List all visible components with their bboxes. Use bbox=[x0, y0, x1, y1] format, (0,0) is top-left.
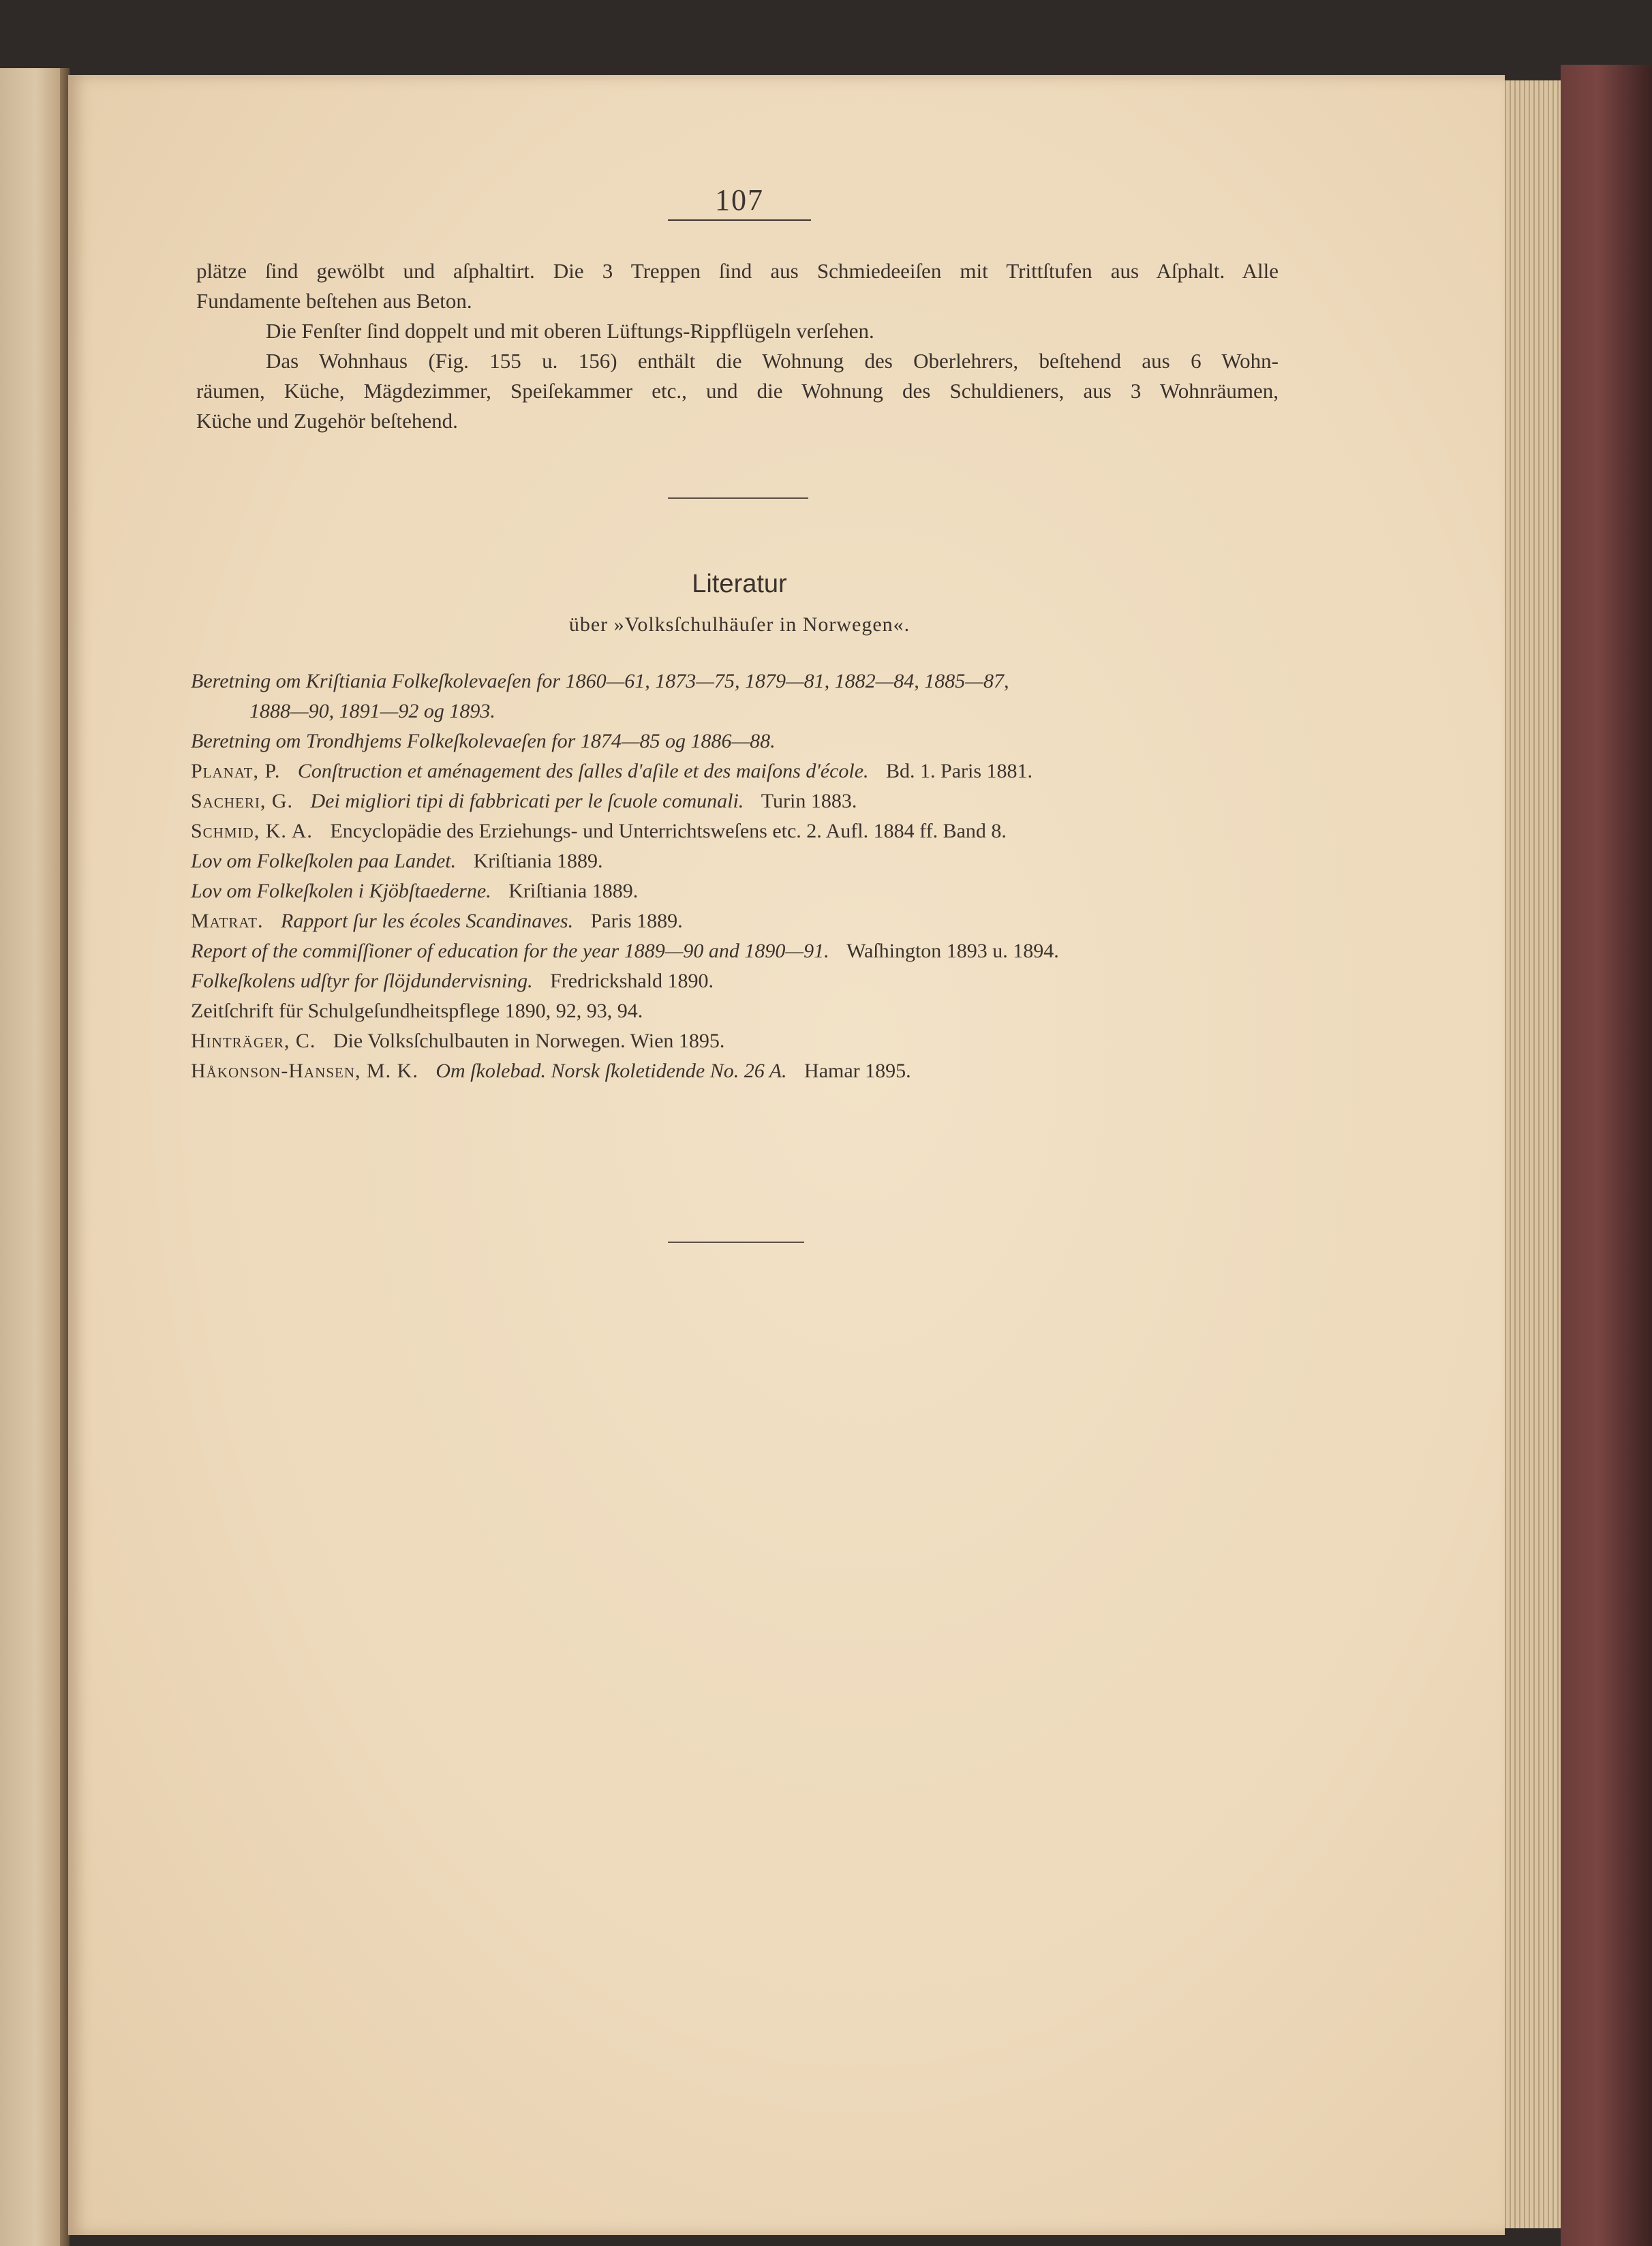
page-number-rule bbox=[668, 219, 811, 221]
literature-entry bbox=[191, 726, 1295, 756]
entry-title: Conſtruction et aménagement des ſalles d'aſile et des maiſons d'école. bbox=[297, 760, 869, 782]
entry-title: Beretning om Trondhjems Folkeſkolevaeſen for 1874—85 og 1886—88. bbox=[191, 730, 776, 752]
literature-entry bbox=[191, 666, 1295, 696]
literature-entry bbox=[191, 1056, 1295, 1086]
section-divider bbox=[668, 497, 808, 499]
entry-author: Schmid, K. A. bbox=[191, 820, 313, 842]
entry-title: Folkeſkolens udſtyr for ſlöjdundervisning. bbox=[191, 970, 533, 992]
entry-publication: Fredrickshald 1890. bbox=[550, 970, 714, 992]
entry-publication: Encyclopädie des Erziehungs- und Unterrichtsweſens etc. 2. Aufl. 1884 ff. Band 8. bbox=[330, 820, 1007, 842]
literature-entry bbox=[191, 756, 1295, 786]
body-line-5: räumen, Küche, Mägdezimmer, Speiſekammer etc., und die Wohnung des Schuldieners, aus 3 Wohnräumen, bbox=[196, 379, 1279, 403]
literature-subheading: über »Volksſchulhäuſer in Norwegen«. bbox=[568, 613, 911, 636]
literature-entry bbox=[191, 876, 1295, 906]
entry-publication: Zeitſchrift für Schulgeſundheitspflege 1890, 92, 93, 94. bbox=[191, 1000, 643, 1022]
literature-heading: Literatur bbox=[692, 570, 787, 598]
literature-entry bbox=[191, 786, 1295, 816]
entry-title: Lov om Folkeſkolen paa Landet. bbox=[191, 850, 457, 872]
entry-author: Planat, P. bbox=[191, 760, 281, 782]
entry-title: Rapport ſur les écoles Scandinaves. bbox=[281, 910, 574, 932]
left-page-edge bbox=[0, 68, 65, 2246]
entry-publication: Paris 1889. bbox=[590, 910, 683, 932]
entry-title: 1888—90, 1891—92 og 1893. bbox=[249, 700, 495, 722]
literature-list bbox=[191, 666, 1295, 1086]
entry-title: Lov om Folkeſkolen i Kjöbſtaederne. bbox=[191, 880, 491, 902]
entry-publication: Bd. 1. Paris 1881. bbox=[886, 760, 1033, 782]
entry-author: Håkonson-Hansen, M. K. bbox=[191, 1060, 418, 1082]
body-line-2: Fundamente beſtehen aus Beton. bbox=[196, 289, 472, 313]
page-stack-edges bbox=[1497, 80, 1561, 2228]
literature-entry bbox=[191, 846, 1295, 876]
entry-publication: Hamar 1895. bbox=[804, 1060, 911, 1082]
entry-author: Matrat. bbox=[191, 910, 264, 932]
entry-title: Om ſkolebad. Norsk ſkoletidende No. 26 A. bbox=[435, 1060, 787, 1082]
entry-title: Beretning om Kriſtiania Folkeſkolevaeſen for 1860—61, 1873—75, 1879—81, 1882—84, 1885—87, bbox=[191, 670, 1009, 692]
literature-entry bbox=[191, 816, 1295, 846]
body-line-3: Die Fenſter ſind doppelt und mit oberen Lüftungs-Rippflügeln verſehen. bbox=[266, 319, 874, 343]
entry-author: Hinträger, C. bbox=[191, 1030, 316, 1052]
body-line-4: Das Wohnhaus (Fig. 155 u. 156) enthält die Wohnung des Oberlehrers, beſtehend aus 6 Wohn- bbox=[266, 349, 1279, 373]
body-line-6: Küche und Zugehör beſtehend. bbox=[196, 409, 458, 433]
entry-publication: Turin 1883. bbox=[761, 790, 857, 812]
entry-publication: Kriſtiania 1889. bbox=[473, 850, 603, 872]
entry-title: Dei migliori tipi di fabbricati per le ſcuole comunali. bbox=[310, 790, 744, 812]
literature-entry bbox=[191, 996, 1295, 1026]
literature-entry bbox=[191, 966, 1295, 996]
literature-entry bbox=[191, 1026, 1295, 1056]
literature-entry bbox=[191, 696, 1295, 726]
end-divider bbox=[668, 1242, 804, 1243]
entry-publication: Kriſtiania 1889. bbox=[508, 880, 639, 902]
entry-title: Report of the commiſſioner of education for the year 1889—90 and 1890—91. bbox=[191, 940, 829, 962]
book-cover-edge bbox=[1561, 65, 1652, 2246]
page-number: 107 bbox=[715, 183, 764, 217]
literature-entry bbox=[191, 936, 1295, 966]
literature-entry bbox=[191, 906, 1295, 936]
body-line-1: plätze ſind gewölbt und aſphaltirt. Die 3 Treppen ſind aus Schmiedeeiſen mit Trittſtufen aus Aſphalt. Alle bbox=[196, 259, 1279, 283]
entry-author: Sacheri, G. bbox=[191, 790, 294, 812]
entry-publication: Waſhington 1893 u. 1894. bbox=[846, 940, 1059, 962]
entry-publication: Die Volksſchulbauten in Norwegen. Wien 1895. bbox=[333, 1030, 725, 1052]
